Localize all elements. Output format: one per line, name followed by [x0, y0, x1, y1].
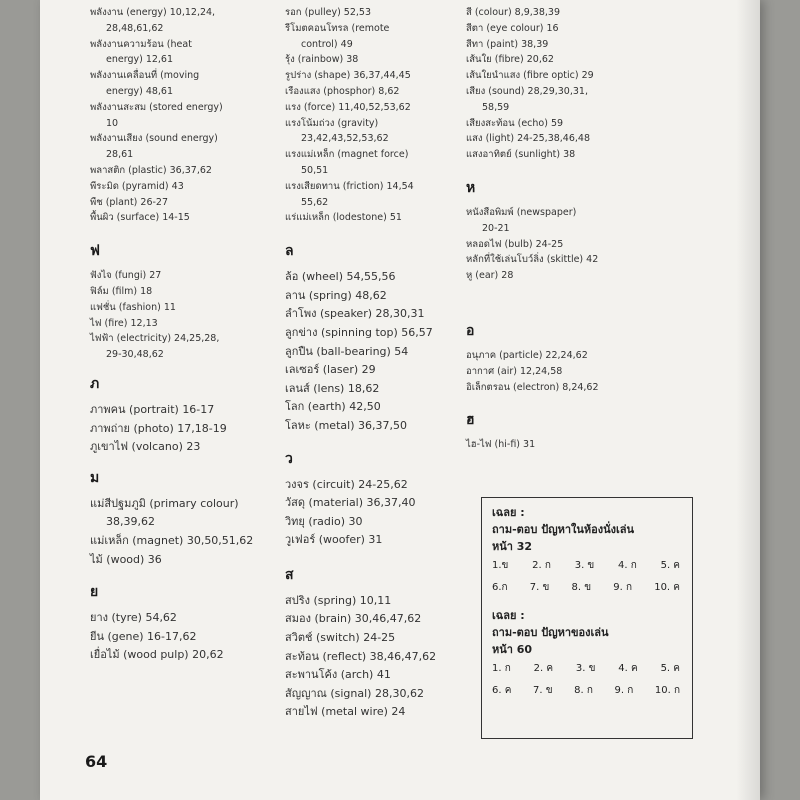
entry-text: หนังสือพิมพ์ (newspaper): [466, 206, 577, 218]
entry-text: หลักที่ใช้เล่นโบว์ลิ่ง (skittle) 42: [466, 254, 599, 266]
index-entry: [285, 21, 485, 53]
entry-text: เสียง (sound) 28,29,30,31,: [466, 85, 588, 97]
section-letter: ห: [466, 179, 476, 196]
answer-cell: 4. ก: [618, 560, 637, 571]
answer-cell: 9. ก: [613, 582, 633, 593]
index-column-1: [90, 0, 290, 665]
index-entry: [285, 610, 485, 629]
entry-text: วูเฟอร์ (woofer) 31: [285, 533, 383, 547]
index-entry: [90, 163, 290, 179]
entry-text: รีโมตคอนโทรล (remote: [285, 22, 390, 34]
entry-text: ลูกข่าง (spinning top) 56,57: [285, 325, 433, 339]
entry-text: รูปร่าง (shape) 36,37,44,45: [285, 70, 411, 82]
entry-text: สปริง (spring) 10,11: [285, 593, 392, 607]
index-entry: [466, 131, 676, 147]
answer-cell: 10. ก: [654, 685, 680, 696]
answer-title: ถาม-ตอบ ปัญหาของเล่น: [492, 626, 609, 639]
index-entry: [466, 205, 676, 237]
index-entry: [466, 21, 676, 37]
index-entry: [90, 316, 290, 332]
entry-text: ล้อ (wheel) 54,55,56: [285, 270, 396, 284]
entry-text: แรง (force) 11,40,52,53,62: [285, 101, 411, 113]
section-letter: ฟ: [90, 243, 100, 260]
entry-text: เรืองแสง (phosphor) 8,62: [285, 85, 400, 97]
entry-text: วัสดุ (material) 36,37,40: [285, 496, 416, 510]
entry-text: รุ้ง (rainbow) 38: [285, 54, 359, 66]
entry-text: สี (colour) 8,9,38,39: [466, 7, 560, 18]
entry-text: พลังงานสะสม (stored energy): [90, 101, 223, 113]
answer-row: [492, 555, 684, 577]
entry-continuation: 28,48,61,62: [106, 22, 164, 34]
entry-continuation: control) 49: [301, 38, 353, 50]
index-entry: [285, 210, 485, 226]
index-entry: [466, 348, 676, 364]
entry-text: ภาพถ่าย (photo) 17,18-19: [90, 421, 227, 435]
index-entry: [285, 179, 485, 211]
index-entry: [285, 592, 485, 611]
entry-continuation: 38,39,62: [106, 515, 155, 529]
index-entry: [285, 666, 485, 685]
index-entry: [466, 68, 676, 84]
index-entry: [466, 52, 676, 68]
answer-cell: 9. ก: [614, 685, 634, 696]
index-entry: [90, 300, 290, 316]
index-section: [466, 5, 676, 163]
entry-continuation: 23,42,43,52,53,62: [301, 133, 389, 145]
entry-continuation: 50,51: [301, 164, 329, 176]
entry-text: อนุภาค (particle) 22,24,62: [466, 349, 588, 361]
entry-text: ลำโพง (speaker) 28,30,31: [285, 307, 425, 321]
index-section: [90, 240, 290, 363]
entry-continuation: 28,61: [106, 149, 134, 161]
entry-text: สะพานโค้ง (arch) 41: [285, 668, 391, 682]
answer-cell: 6. ค: [492, 685, 512, 696]
index-entry: [466, 380, 676, 396]
index-entry: [285, 268, 485, 287]
index-entry: [285, 52, 485, 68]
index-entry: [90, 195, 290, 211]
entry-text: แม่เหล็ก (magnet) 30,50,51,62: [90, 533, 254, 547]
index-entry: [285, 531, 485, 550]
index-entry: [90, 100, 290, 132]
index-entry: [285, 361, 485, 380]
entry-text: ฟังไจ (fungi) 27: [90, 270, 162, 282]
entry-text: ไฮ-ไฟ (hi-fi) 31: [466, 439, 536, 451]
entry-text: แสง (light) 24-25,38,46,48: [466, 133, 590, 145]
entry-continuation: 20-21: [482, 222, 510, 234]
entry-continuation: 55,62: [301, 196, 329, 208]
index-section: [90, 467, 290, 569]
index-entry: [285, 648, 485, 667]
answer-row: [492, 680, 684, 702]
entry-continuation: energy) 48,61: [106, 85, 174, 97]
section-letter: ย: [90, 584, 99, 601]
entry-text: แฟชั่น (fashion) 11: [90, 301, 176, 313]
index-section: [466, 409, 676, 453]
index-entry: [285, 398, 485, 417]
index-entry: [90, 37, 290, 69]
entry-text: ไฟ (fire) 12,13: [90, 317, 158, 329]
entry-text: ไฟฟ้า (electricity) 24,25,28,: [90, 333, 220, 345]
answer-block: [492, 607, 684, 702]
index-entry: [285, 417, 485, 436]
index-section: [466, 320, 676, 395]
index-section: [90, 373, 290, 457]
index-entry: [285, 100, 485, 116]
entry-text: พลังงาน (energy) 10,12,24,: [90, 7, 216, 18]
section-letter: ภ: [90, 375, 100, 392]
entry-text: พลังงานความร้อน (heat: [90, 38, 192, 50]
index-entry: [466, 437, 676, 453]
answer-cell: 1.ข: [492, 560, 509, 571]
index-entry: [285, 685, 485, 704]
answer-row: [492, 577, 684, 599]
section-letter: ส: [285, 566, 294, 583]
index-entry: [285, 116, 485, 148]
entry-text: สีตา (eye colour) 16: [466, 22, 559, 34]
answer-cell: 10. ค: [654, 582, 680, 593]
entry-text: ไม้ (wood) 36: [90, 552, 162, 566]
answer-row: [492, 658, 684, 680]
entry-text: เลนส์ (lens) 18,62: [285, 381, 380, 395]
index-entry: [90, 609, 290, 628]
index-entry: [285, 68, 485, 84]
entry-text: ลูกปืน (ball-bearing) 54: [285, 344, 409, 358]
index-entry: [90, 179, 290, 195]
index-entry: [90, 68, 290, 100]
index-entry: [90, 131, 290, 163]
entry-text: เยื่อไม้ (wood pulp) 20,62: [90, 648, 224, 662]
entry-text: สายไฟ (metal wire) 24: [285, 705, 406, 719]
section-letter: ม: [90, 469, 100, 486]
index-entry: [285, 703, 485, 722]
entry-continuation: energy) 12,61: [106, 54, 174, 66]
entry-text: อิเล็กตรอน (electron) 8,24,62: [466, 381, 599, 393]
index-entry: [285, 476, 485, 495]
entry-text: หู (ear) 28: [466, 270, 514, 282]
answer-cell: 7. ข: [529, 582, 550, 593]
page-number: 64: [85, 752, 108, 771]
entry-text: สีทา (paint) 38,39: [466, 38, 549, 50]
index-entry: [466, 37, 676, 53]
index-section: [466, 177, 676, 284]
index-entry: [90, 331, 290, 363]
index-section: [90, 581, 290, 665]
answer-cell: 3. ข: [574, 560, 595, 571]
entry-text: พลาสติก (plastic) 36,37,62: [90, 164, 212, 176]
index-entry: [466, 84, 676, 116]
index-column-2: [285, 0, 485, 722]
entry-text: สวิตช์ (switch) 24-25: [285, 631, 396, 645]
index-entry: [90, 646, 290, 665]
answer-cell: 5. ค: [660, 560, 680, 571]
entry-text: รอก (pulley) 52,53: [285, 7, 372, 18]
answer-cell: 3. ข: [575, 663, 596, 674]
index-entry: [90, 401, 290, 420]
answer-cell: 5. ค: [660, 663, 680, 674]
index-entry: [466, 364, 676, 380]
section-letter: ฮ: [466, 412, 475, 429]
entry-text: แม่สีปฐมภูมิ (primary colour): [90, 496, 239, 510]
entry-text: หลอดไฟ (bulb) 24-25: [466, 238, 564, 250]
index-entry: [285, 305, 485, 324]
index-entry: [90, 210, 290, 226]
answer-cell: 8. ก: [574, 685, 593, 696]
entry-text: พลังงานเคลื่อนที่ (moving: [90, 70, 200, 82]
index-entry: [90, 5, 290, 37]
index-section: [90, 5, 290, 226]
index-entry: [285, 287, 485, 306]
index-entry: [90, 532, 290, 551]
index-entry: [466, 5, 676, 21]
index-column-3: [466, 0, 676, 453]
index-entry: [90, 268, 290, 284]
index-entry: [285, 513, 485, 532]
index-entry: [285, 147, 485, 179]
entry-text: โลหะ (metal) 36,37,50: [285, 418, 407, 432]
answer-cell: 6.ก: [492, 582, 508, 593]
entry-text: อากาศ (air) 12,24,58: [466, 365, 563, 377]
index-entry: [90, 420, 290, 439]
index-section: [285, 564, 485, 722]
entry-text: แรงแม่เหล็ก (magnet force): [285, 149, 409, 161]
index-entry: [466, 252, 676, 268]
entry-text: ภูเขาไฟ (volcano) 23: [90, 440, 201, 454]
index-entry: [285, 629, 485, 648]
entry-text: ภาพคน (portrait) 16-17: [90, 402, 215, 416]
answer-cell: 7. ข: [533, 685, 553, 696]
index-entry: [285, 84, 485, 100]
entry-continuation: 10: [106, 117, 119, 129]
index-entry: [90, 284, 290, 300]
section-letter: ล: [285, 243, 294, 260]
entry-text: แรงโน้มถ่วง (gravity): [285, 117, 379, 129]
index-entry: [466, 268, 676, 284]
index-section: [285, 448, 485, 550]
book-page: [40, 0, 760, 800]
answer-cell: 8. ข: [571, 582, 592, 593]
index-entry: [90, 495, 290, 532]
entry-text: ยาง (tyre) 54,62: [90, 611, 177, 625]
index-entry: [90, 628, 290, 647]
entry-text: เลเซอร์ (laser) 29: [285, 363, 376, 377]
index-entry: [285, 324, 485, 343]
entry-text: สะท้อน (reflect) 38,46,47,62: [285, 649, 437, 663]
entry-text: เส้นใย (fibre) 20,62: [466, 54, 554, 66]
entry-text: ยีน (gene) 16-17,62: [90, 629, 197, 643]
answer-key-box: [481, 497, 693, 739]
index-entry: [466, 116, 676, 132]
entry-text: แรงเสียดทาน (friction) 14,54: [285, 180, 414, 192]
index-entry: [285, 5, 485, 21]
entry-text: พลังงานเสียง (sound energy): [90, 133, 218, 145]
index-entry: [285, 343, 485, 362]
index-entry: [90, 551, 290, 570]
answer-cell: 1. ก: [492, 663, 511, 674]
index-entry: [285, 494, 485, 513]
entry-text: สัญญาณ (signal) 28,30,62: [285, 686, 424, 700]
entry-text: ฟิล์ม (film) 18: [90, 285, 153, 297]
section-letter: ว: [285, 450, 293, 467]
answer-label: เฉลย :: [492, 609, 525, 622]
entry-text: เส้นใยนำแสง (fibre optic) 29: [466, 70, 594, 82]
answer-block: [492, 504, 684, 599]
entry-continuation: 58,59: [482, 101, 510, 113]
entry-text: วิทยุ (radio) 30: [285, 514, 363, 528]
answer-title: ถาม-ตอบ ปัญหาในห้องนั่งเล่น: [492, 523, 635, 536]
entry-text: พื้นผิว (surface) 14-15: [90, 212, 190, 224]
answer-cell: 4. ค: [618, 663, 638, 674]
entry-continuation: 29-30,48,62: [106, 349, 164, 361]
entry-text: แร่แม่เหล็ก (lodestone) 51: [285, 212, 402, 224]
entry-text: พีระมิด (pyramid) 43: [90, 180, 184, 192]
index-entry: [466, 147, 676, 163]
answer-page: หน้า 60: [492, 643, 533, 656]
entry-text: วงจร (circuit) 24-25,62: [285, 477, 408, 491]
index-entry: [285, 380, 485, 399]
entry-text: เสียงสะท้อน (echo) 59: [466, 117, 564, 129]
index-entry: [466, 237, 676, 253]
answer-cell: 2. ค: [533, 663, 554, 674]
entry-text: สมอง (brain) 30,46,47,62: [285, 612, 422, 626]
index-entry: [90, 438, 290, 457]
answer-cell: 2. ก: [532, 560, 551, 571]
entry-text: แสงอาทิตย์ (sunlight) 38: [466, 149, 576, 161]
index-section: [285, 5, 485, 226]
entry-text: ลาน (spring) 48,62: [285, 288, 387, 302]
entry-text: พืช (plant) 26-27: [90, 196, 169, 208]
section-letter: อ: [466, 322, 475, 339]
answer-label: เฉลย :: [492, 506, 525, 519]
index-section: [285, 240, 485, 435]
answer-page: หน้า 32: [492, 540, 533, 553]
entry-text: โลก (earth) 42,50: [285, 400, 381, 414]
